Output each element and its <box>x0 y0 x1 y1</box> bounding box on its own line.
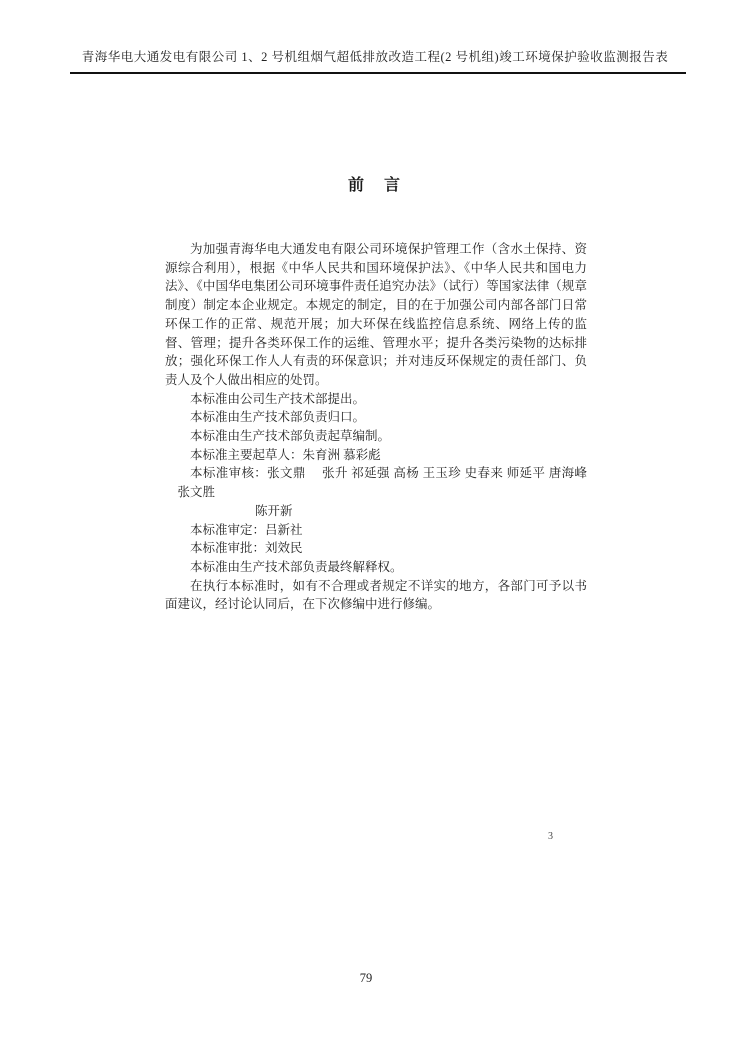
interpretation-line: 本标准由生产技术部负责最终解释权。 <box>190 559 403 574</box>
document-body <box>165 240 587 614</box>
running-header: 青海华电大通发电有限公司 1、2 号机组烟气超低排放改造工程(2 号机组)竣工环境保护验收监测报告表 <box>81 50 669 64</box>
standard-drafted-line: 本标准由生产技术部负责起草编制。 <box>190 429 391 444</box>
approver-line: 本标准审定：吕新社 <box>190 522 303 537</box>
ratifier-line: 本标准审批：刘效民 <box>190 541 303 556</box>
footer-page-number: 79 <box>359 971 373 985</box>
standard-proposed-line: 本标准由公司生产技术部提出。 <box>190 391 366 406</box>
inner-page-number: 3 <box>548 831 553 842</box>
standard-managed-line: 本标准由生产技术部负责归口。 <box>190 410 366 425</box>
preface-paragraph: 为加强青海华电大通发电有限公司环境保护管理工作（含水土保持、资源综合利用），根据《中华人民共和国环境保护法》、《中华人民共和国电力法》、《中国华电集团公司环境事件责任追究办法》（试行）等国家法律（规章制度）制定本企业规定。本规定的制定，目的在于加强公司内部各部门日常环保工作的正常、规范开展；加大环保在线监控信息系统、网络上传的监督、管理；提升各类环保工作的运维、管理水平；提升各类污染物的达标排放；强化环保工作人人有责的环保意识；并对违反环保规定的责任部门、负责人及个人做出相应的处罚。 <box>165 242 587 387</box>
drafters-line: 本标准主要起草人：朱育洲 慕彩彪 <box>190 447 381 462</box>
page-title: 前 言 <box>347 177 402 194</box>
header-rule <box>70 72 686 74</box>
revision-note-paragraph: 在执行本标准时，如有不合理或者规定不详实的地方，各部门可予以书面建议，经讨论认同后，在下次修编中进行修编。 <box>165 578 587 612</box>
reviewers-continuation: 陈开新 <box>255 503 293 518</box>
reviewers-line: 本标准审核：张文鼎 张升 祁延强 高杨 王玉珍 史春来 师延平 唐海峰 张文胜 <box>165 466 587 500</box>
